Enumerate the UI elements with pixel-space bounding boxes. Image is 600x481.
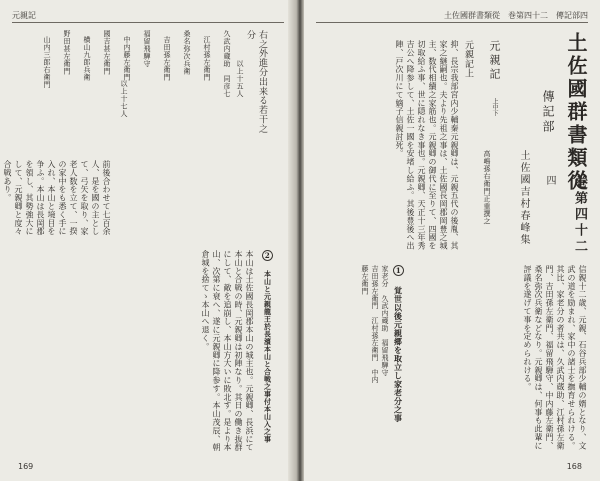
right-lower-text-2: 家老分 久武内蔵助 福留飛騨守 吉田孫左衛門 江村孫左衛門 中内藤左衛門: [361, 265, 389, 384]
list-item: 久武内蔵助 同彦七: [223, 30, 231, 98]
list-item: 江村孫左衛門: [203, 36, 211, 81]
left-lower-text: 前後合わせて七百余人、是を國の主として、弓矢を取り、家老人数を立て、一揆の家中をも悉く手に入れ、本山と境目を争ふ。本山は長岡郡を領し、其勢強大にして、元親卿と度々合戦あり。: [3, 160, 111, 236]
right-main-text: 抑、長宗我部宮内少輔秦元親卿は、元親五代の後胤、其家之継嗣也。夫より先祖之事は、土佐國長岡郡岡豊之城主、数代相續之家筋也。元親卿の御代に至りて、四國を切取給ふ事、世に隠れなき事也。元親卿、天正十三年秀吉公へ降参して、土佐一國を安堵し給ふ。其後豊後へ出陣、戸次川にて嫡子信親討死。: [395, 40, 459, 250]
left-list-title: 以上十五人: [236, 60, 244, 98]
section-number: 四: [544, 175, 555, 188]
right-page-header: 土佐國群書類從 巻第四十二 傳記部四: [444, 11, 588, 20]
volume-number: 巻第四十二: [572, 175, 587, 255]
list-item: 山内三郎右衛門: [43, 36, 51, 89]
list-item: 福留飛騨守: [143, 30, 151, 68]
list-item: 横山九郎兵衛: [83, 36, 91, 81]
left-page-header: 元親記: [12, 11, 36, 20]
left-chapter-heading: 2 本山と元親龍王於長濱本山と合戦之事付本山入之事: [263, 251, 273, 443]
section-title: 傳記部: [541, 90, 555, 135]
list-item: 桑名弥次兵衛: [183, 30, 191, 75]
list-item: 野田甚左衛門: [63, 30, 71, 75]
chapter-title: 元親記上: [463, 40, 473, 78]
work-title: 元親記 上中下: [488, 40, 501, 116]
header-rule-right: [316, 22, 588, 23]
right-lower-text: 信親十二歳、元親、石谷兵部少輔の婿となり、文武の道を励まれ、家中の諸士を撫育せられける。其比、家老分の者共は、久武内蔵助、江村孫左衛門、吉田孫左衛門、福留飛騨守、中内藤左衛門、桑名弥次兵衛などなり。元親卿は、何事も此輩に評議を遂げて事を定められける。: [523, 265, 587, 450]
chapter-number-badge-right: 1: [393, 265, 404, 276]
left-page-number: 169: [18, 462, 34, 471]
list-item: 國吉甚左衛門: [103, 30, 111, 75]
left-second-list-title: 以上十七人: [120, 80, 128, 118]
left-page: [0, 0, 296, 481]
right-chapter-heading: 1 覚世以後元親郷を取立し家老分之事: [393, 266, 404, 423]
author-line: 高嶋孫右衛門正重撰之: [483, 150, 491, 225]
list-item: 中内藤左衛門: [123, 36, 131, 81]
list-item: 吉田孫左衛門: [163, 36, 171, 81]
editor-line: 土佐國吉村春峰集: [518, 150, 529, 246]
left-top-heading: 右之外進分出来る若干之分: [245, 30, 267, 134]
volume-title: 土佐國群書類從: [564, 32, 588, 193]
right-page: [304, 0, 600, 481]
right-page-number: 168: [566, 462, 582, 471]
header-rule: [12, 22, 284, 23]
left-main-text: 本山は土佐國長岡郡本山の城主也。元親卿、長浜にて本山と合戦の時、元親卿は初陣なり。其日の働き抜群にして、敵を追崩し、本山方大いに敗北す。是より本山、次第に衰へ、遂に元親卿に降参す。本山茂辰、朝倉城を捨てゝ本山へ退く。: [201, 250, 254, 452]
chapter-number-badge: 2: [262, 250, 273, 261]
